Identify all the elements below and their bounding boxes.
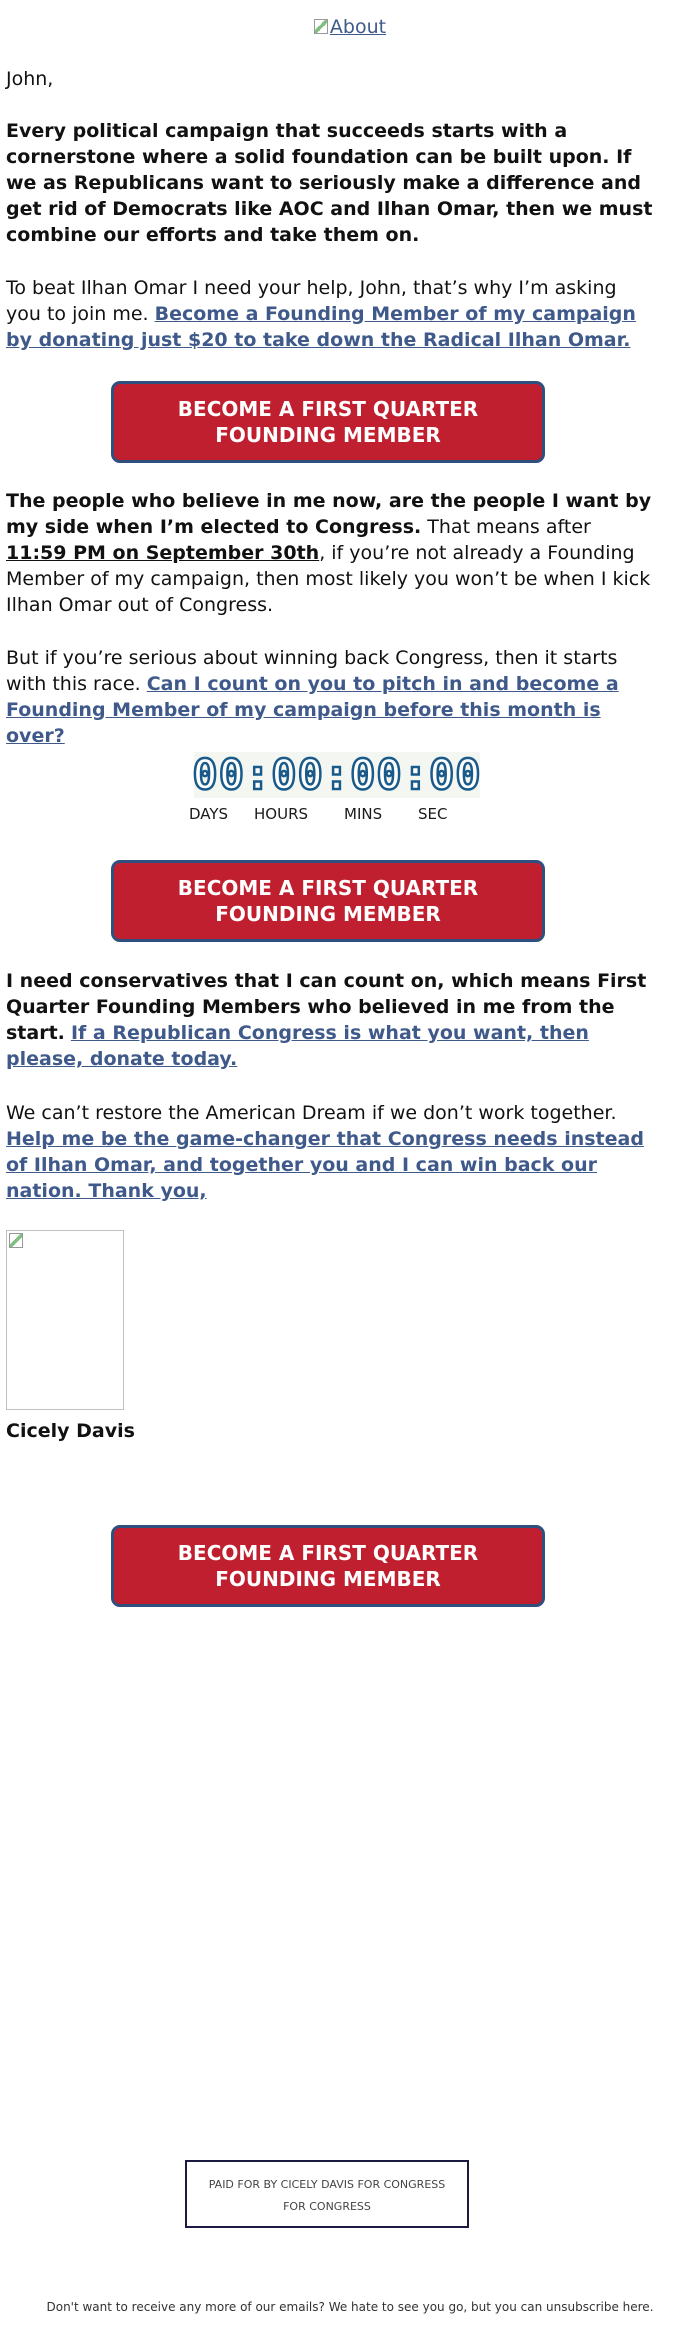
paragraph-believe-text1: That means after — [421, 516, 591, 538]
donate-today-link[interactable]: If a Republican Congress is what you want, then please, donate today. — [6, 1022, 589, 1070]
paragraph-serious — [6, 645, 656, 749]
broken-image-icon — [9, 1233, 23, 1248]
unsubscribe-text[interactable]: Don't want to receive any more of our emails? We hate to see you go, but you can unsubscribe here. — [46, 2300, 654, 2314]
about-image-alt: About — [329, 16, 387, 38]
paragraph-serious-text: But if you’re serious about winning back Congress, then it starts with this race. — [6, 647, 618, 695]
countdown-label-hours: HOURS — [254, 805, 309, 823]
paid-for-line-1: PAID FOR BY CICELY DAVIS FOR CONGRESS — [208, 2178, 446, 2191]
paragraph-conservatives — [6, 968, 656, 1072]
cta-button-2[interactable]: BECOME A FIRST QUARTER FOUNDING MEMBER — [111, 860, 545, 942]
paid-for-line-2: FOR CONGRESS — [283, 2200, 371, 2213]
paragraph-believe — [6, 488, 656, 618]
countdown-label-mins: MINS — [344, 805, 383, 823]
founding-member-link[interactable]: Become a Founding Member of my campaign by donating just $20 to take down the Radical Ilhan Omar. — [6, 303, 636, 351]
greeting: John, — [6, 68, 54, 90]
game-changer-link[interactable]: Help me be the game-changer that Congress needs instead of Ilhan Omar, and together you and I can win back our nation. Thank you, — [6, 1128, 644, 1202]
header-image[interactable] — [0, 16, 700, 38]
countdown-digits: 00:00:00:00 — [192, 750, 482, 799]
countdown-labels — [186, 805, 486, 825]
deadline-text: 11:59 PM on September 30th — [6, 542, 320, 564]
paragraph-help-text: To beat Ilhan Omar I need your help, John, that’s why I’m asking you to join me. — [6, 277, 617, 325]
paid-for-box — [185, 2160, 469, 2228]
pitch-in-link[interactable]: Can I count on you to pitch in and become a Founding Member of my campaign before this month is over? — [6, 673, 619, 747]
paragraph-american-dream-text: We can’t restore the American Dream if we don’t work together. — [6, 1102, 617, 1124]
signature-image — [6, 1230, 124, 1410]
cta-button-1[interactable]: BECOME A FIRST QUARTER FOUNDING MEMBER — [111, 381, 545, 463]
paragraph-intro — [6, 118, 656, 248]
paragraph-believe-text2: , if you’re not already a Founding Member of my campaign, then most likely you won’t be when I kick Ilhan Omar out of Congress. — [6, 542, 651, 616]
paragraph-conservatives-bold: I need conservatives that I can count on, which means First Quarter Founding Members who believed in me from the start. — [6, 970, 647, 1044]
countdown-label-sec: SEC — [418, 805, 448, 823]
paragraph-american-dream — [6, 1100, 656, 1204]
broken-image-icon — [314, 19, 328, 34]
paragraph-help — [6, 275, 656, 353]
countdown-timer — [194, 752, 480, 798]
paragraph-believe-bold: The people who believe in me now, are the people I want by my side when I’m elected to Congress. — [6, 490, 652, 538]
cta-button-3[interactable]: BECOME A FIRST QUARTER FOUNDING MEMBER — [111, 1525, 545, 1607]
countdown-label-days: DAYS — [189, 805, 229, 823]
paragraph-intro-text: Every political campaign that succeeds starts with a cornerstone where a solid foundation can be built upon. If we as Republicans want to seriously make a difference and get rid of Democrats like AOC and Ilhan Omar, then we must combine our efforts and take them on. — [6, 120, 653, 246]
about-image-link[interactable] — [314, 16, 386, 38]
signature-name: Cicely Davis — [6, 1420, 135, 1442]
